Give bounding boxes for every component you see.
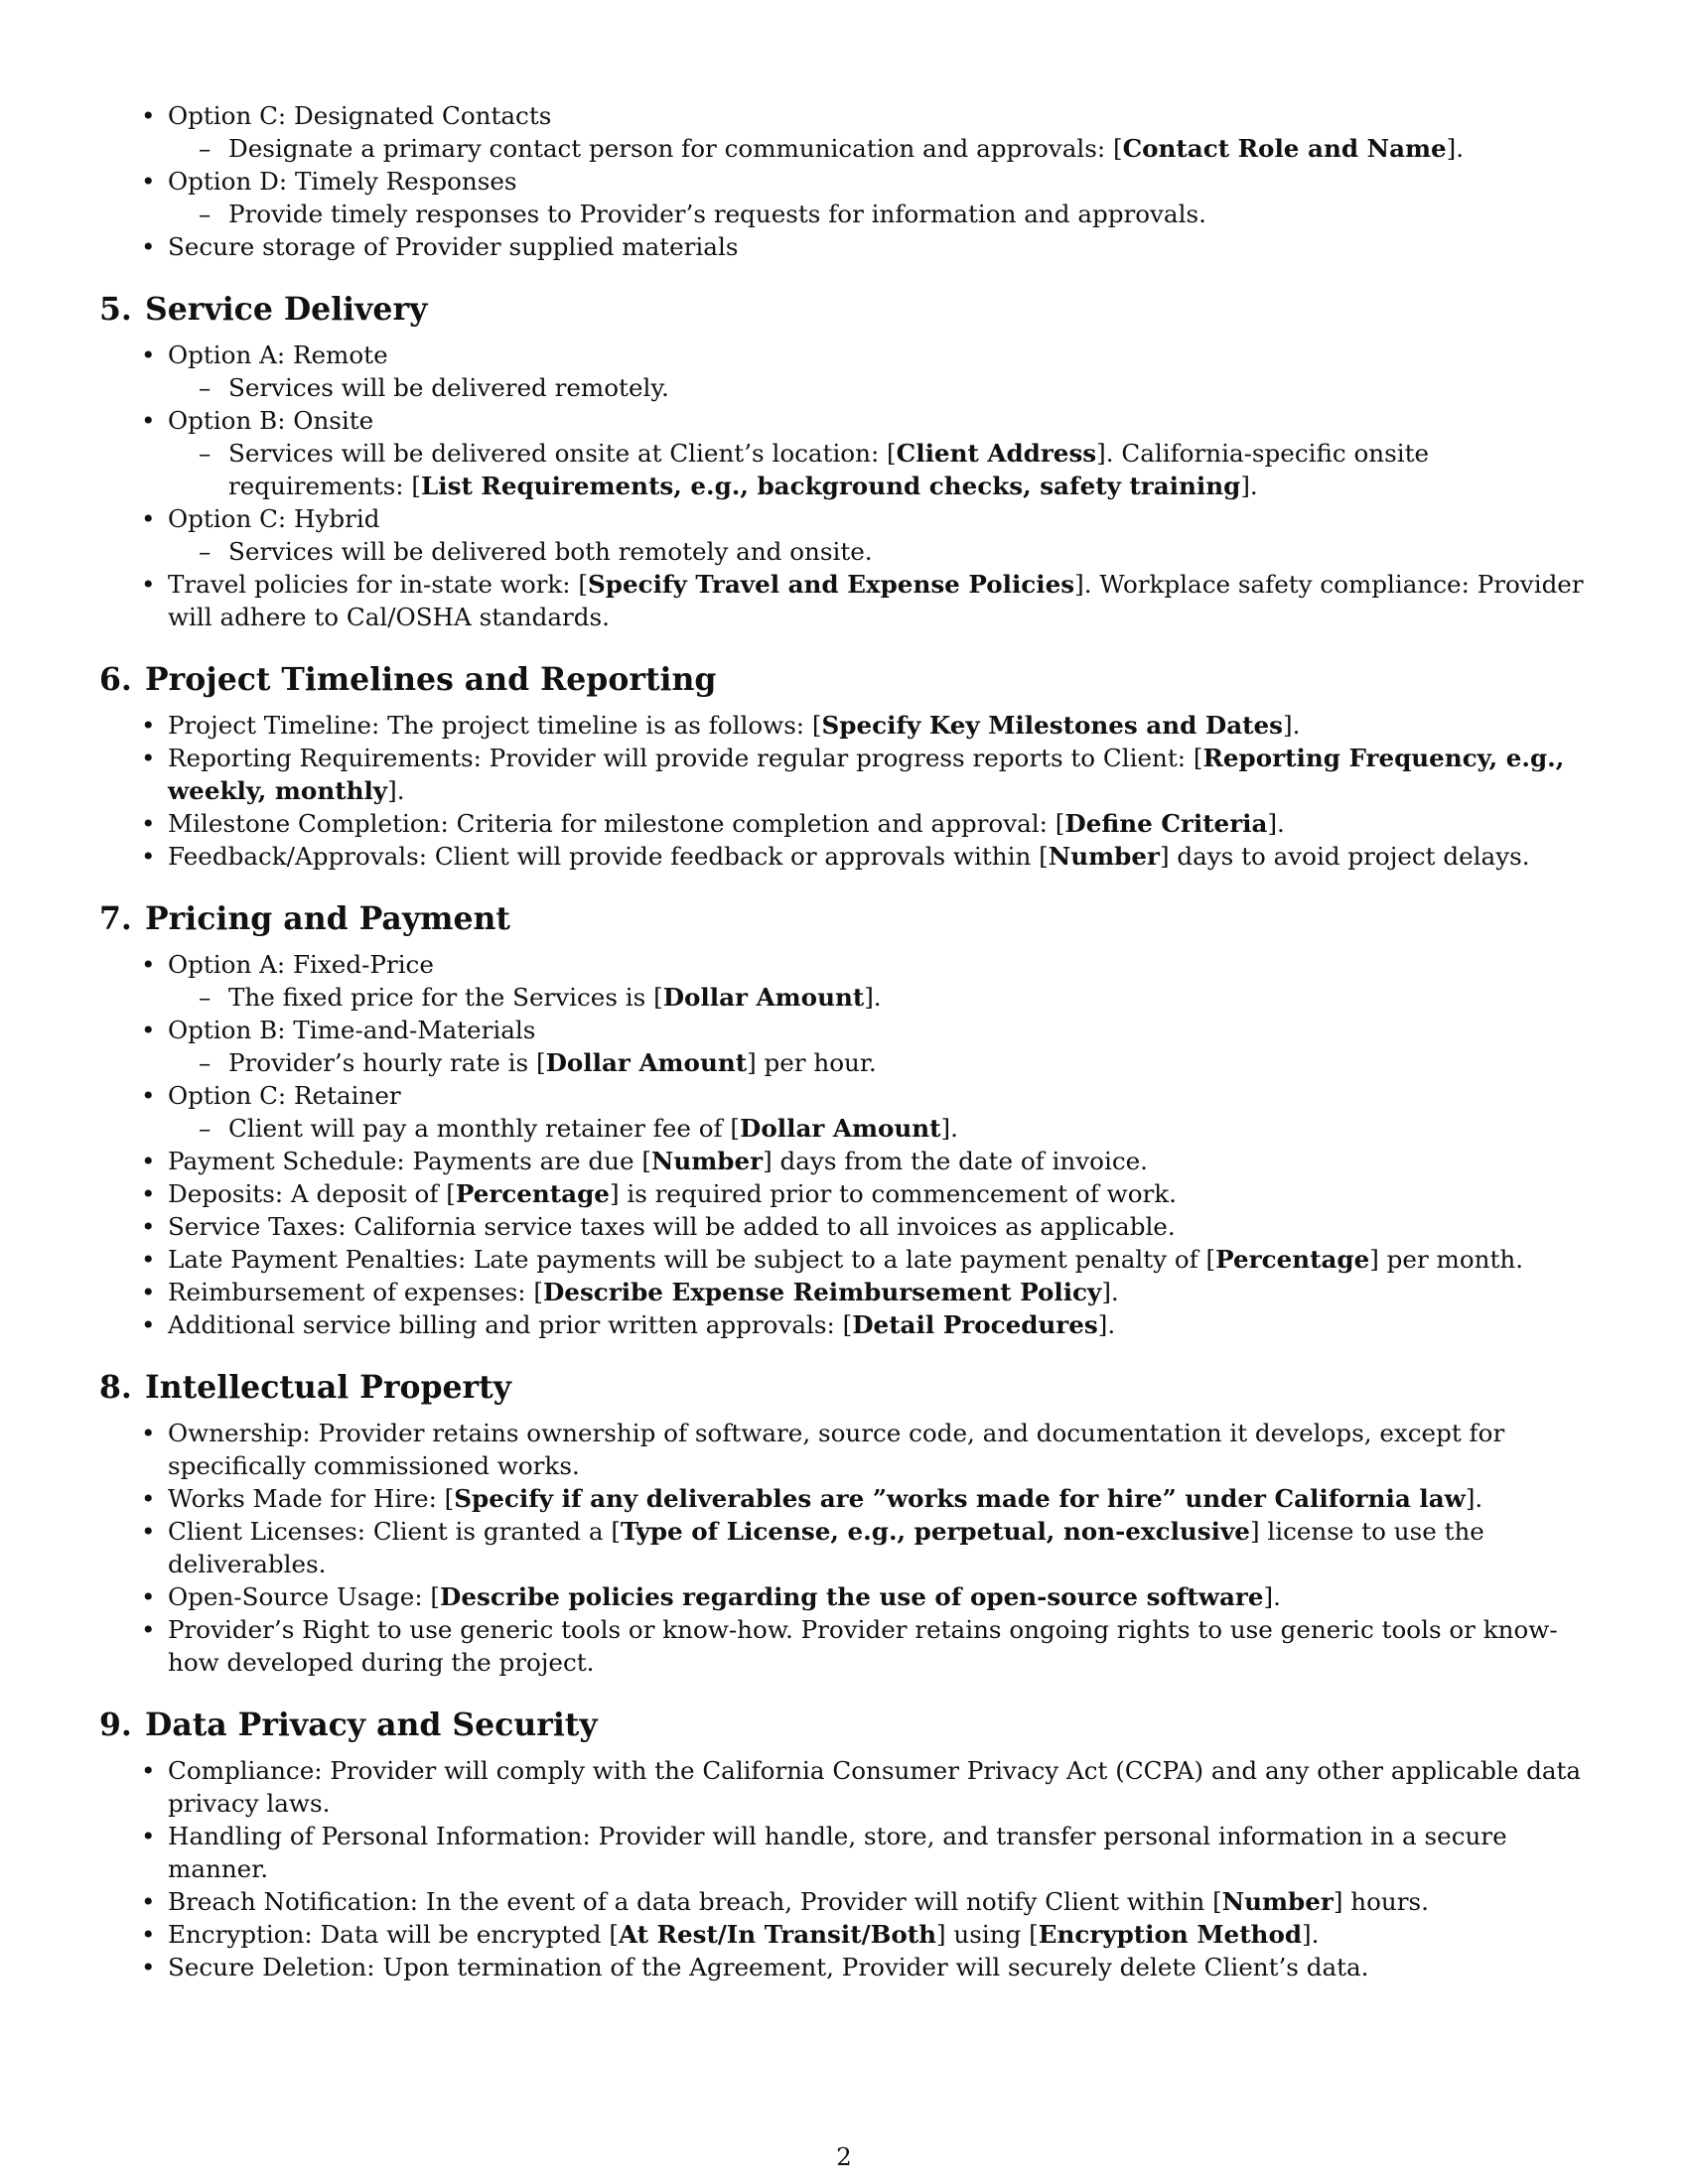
bullet-marker: • <box>141 1920 156 1949</box>
text-run: Additional service billing and prior written approvals: [ <box>168 1310 853 1339</box>
section-number: 6. <box>99 661 132 698</box>
text-run: Encryption: Data will be encrypted [ <box>168 1920 619 1949</box>
bullet-marker: • <box>141 1310 156 1339</box>
section-number: 8. <box>99 1369 132 1406</box>
placeholder-field: Specify Travel and Expense Policies <box>588 570 1075 599</box>
text-run: ] per month. <box>1369 1245 1524 1274</box>
dash-marker: – <box>199 200 211 228</box>
item-text <box>228 983 882 1012</box>
placeholder-field: Percentage <box>455 1179 610 1208</box>
text-run: Provider’s Right to use generic tools or know-how. Provider retains ongoing rights to use generic tools or know-how developed during the project. <box>168 1615 1558 1677</box>
sub-bullet-item <box>99 132 1589 165</box>
placeholder-field: Describe policies regarding the use of open-source software <box>440 1582 1264 1611</box>
sections-container <box>99 290 1589 1983</box>
text-run: ]. <box>1240 472 1258 500</box>
item-text <box>168 101 551 130</box>
bullet-marker: • <box>141 1179 156 1208</box>
text-run: Handling of Personal Information: Provider will handle, store, and transfer personal information in a secure manner. <box>168 1822 1507 1883</box>
item-text <box>168 1081 401 1110</box>
text-run: ]. <box>1302 1920 1320 1949</box>
bullet-marker: • <box>141 1212 156 1241</box>
bullet-item <box>99 1014 1589 1046</box>
bullet-marker: • <box>141 1953 156 1981</box>
text-run: ] days from the date of invoice. <box>763 1147 1148 1175</box>
section <box>99 1706 1589 1983</box>
text-run: Secure storage of Provider supplied materials <box>168 232 739 261</box>
bullet-marker: • <box>141 1081 156 1110</box>
text-run: Client Licenses: Client is granted a [ <box>168 1517 621 1546</box>
item-text <box>228 1048 877 1077</box>
bullet-marker: • <box>141 1278 156 1306</box>
text-run: ] hours. <box>1333 1887 1429 1916</box>
bullet-item <box>99 99 1589 132</box>
text-run: ] using [ <box>936 1920 1039 1949</box>
bullet-marker: • <box>141 842 156 871</box>
bullet-marker: • <box>141 167 156 196</box>
item-text <box>168 711 1300 740</box>
placeholder-field: Client Address <box>896 439 1097 468</box>
item-text <box>168 1615 1558 1677</box>
bullet-item <box>99 1482 1589 1515</box>
text-run: ]. <box>1263 1582 1281 1611</box>
item-text <box>168 744 1564 805</box>
text-run: ]. <box>1283 711 1301 740</box>
bullet-item <box>99 568 1589 633</box>
text-run: ]. <box>864 983 882 1012</box>
bullet-item <box>99 502 1589 535</box>
text-run: ]. <box>1097 1310 1116 1339</box>
text-run: Provide timely responses to Provider’s requests for information and approvals. <box>228 200 1206 228</box>
bullet-marker: • <box>141 232 156 261</box>
text-run: ]. <box>940 1114 958 1143</box>
sub-bullet-item <box>99 535 1589 568</box>
placeholder-field: Define Criteria <box>1064 809 1268 838</box>
intro-list <box>99 99 1589 263</box>
sub-bullet-item <box>99 437 1589 502</box>
bullet-marker: • <box>141 504 156 533</box>
item-text <box>168 1278 1119 1306</box>
text-run: Services will be delivered onsite at Client’s location: [ <box>228 439 897 468</box>
text-run: Services will be delivered both remotely and onsite. <box>228 537 873 566</box>
placeholder-field: Number <box>650 1147 764 1175</box>
sub-bullet-item <box>99 981 1589 1014</box>
item-text <box>228 439 1429 500</box>
text-run: ] is required prior to commencement of work. <box>609 1179 1177 1208</box>
bullet-marker: • <box>141 1582 156 1611</box>
item-text <box>168 167 517 196</box>
bullet-marker: • <box>141 341 156 369</box>
item-text <box>168 1484 1482 1513</box>
text-run: Option C: Designated Contacts <box>168 101 552 130</box>
bullet-item <box>99 1754 1589 1820</box>
item-text <box>168 1016 535 1044</box>
bullet-item <box>99 948 1589 981</box>
bullet-item <box>99 1951 1589 1983</box>
dash-marker: – <box>199 1048 211 1077</box>
section-heading <box>99 290 1589 330</box>
bullet-item <box>99 165 1589 198</box>
item-text <box>168 1582 1281 1611</box>
sub-bullet-item <box>99 1112 1589 1145</box>
text-run: ]. <box>1101 1278 1119 1306</box>
bullet-marker: • <box>141 1245 156 1274</box>
text-run: Designate a primary contact person for communication and approvals: [ <box>228 134 1123 163</box>
text-run: Secure Deletion: Upon termination of the Agreement, Provider will securely delete Client’s data. <box>168 1953 1369 1981</box>
item-text <box>168 1756 1581 1818</box>
sub-bullet-item <box>99 1046 1589 1079</box>
placeholder-field: At Rest/In Transit/Both <box>618 1920 936 1949</box>
item-text <box>168 341 388 369</box>
bullet-marker: • <box>141 1517 156 1546</box>
bullet-item <box>99 807 1589 840</box>
item-text <box>168 1920 1319 1949</box>
text-run: Services will be delivered remotely. <box>228 373 669 402</box>
text-run: Option B: Onsite <box>168 406 374 435</box>
text-run: Reimbursement of expenses: [ <box>168 1278 543 1306</box>
placeholder-field: Percentage <box>1215 1245 1370 1274</box>
bullet-marker: • <box>141 744 156 772</box>
text-run: Option A: Remote <box>168 341 388 369</box>
section-heading <box>99 899 1589 939</box>
item-text <box>168 1212 1176 1241</box>
item-text <box>168 1419 1504 1480</box>
bullet-item <box>99 1885 1589 1918</box>
section <box>99 899 1589 1341</box>
bullet-marker: • <box>141 1756 156 1785</box>
section-heading <box>99 1706 1589 1745</box>
placeholder-field: Reporting Frequency, e.g., weekly, monthly <box>168 744 1565 805</box>
bullet-item <box>99 1820 1589 1885</box>
item-text <box>168 1887 1429 1916</box>
bullet-item <box>99 709 1589 742</box>
bullet-marker: • <box>141 101 156 130</box>
placeholder-field: Type of License, e.g., perpetual, non-exclusive <box>620 1517 1250 1546</box>
text-run: The fixed price for the Services is [ <box>228 983 663 1012</box>
text-run: Option D: Timely Responses <box>168 167 517 196</box>
placeholder-field: Dollar Amount <box>740 1114 941 1143</box>
item-text <box>168 809 1285 838</box>
bullet-item <box>99 1177 1589 1210</box>
section-number: 9. <box>99 1706 132 1743</box>
dash-marker: – <box>199 134 211 163</box>
bullet-item <box>99 230 1589 263</box>
bullet-item <box>99 1417 1589 1482</box>
text-run: ]. <box>1446 134 1465 163</box>
bullet-item <box>99 1613 1589 1679</box>
bullet-marker: • <box>141 1016 156 1044</box>
item-text <box>168 842 1530 871</box>
section <box>99 1368 1589 1679</box>
placeholder-field: Describe Expense Reimbursement Policy <box>542 1278 1102 1306</box>
text-run: Provider’s hourly rate is [ <box>228 1048 546 1077</box>
bullet-marker: • <box>141 1887 156 1916</box>
bullet-item <box>99 742 1589 807</box>
text-run: Project Timeline: The project timeline is as follows: [ <box>168 711 822 740</box>
dash-marker: – <box>199 373 211 402</box>
text-run: Breach Notification: In the event of a data breach, Provider will notify Client within [ <box>168 1887 1222 1916</box>
item-text <box>168 950 434 979</box>
text-run: Open-Source Usage: [ <box>168 1582 441 1611</box>
item-text <box>168 570 1584 631</box>
item-text <box>228 373 669 402</box>
item-text <box>228 537 873 566</box>
text-run: Option C: Hybrid <box>168 504 380 533</box>
item-text <box>228 134 1464 163</box>
section-heading <box>99 1368 1589 1408</box>
item-text <box>228 1114 958 1143</box>
dash-marker: – <box>199 537 211 566</box>
text-run: Deposits: A deposit of [ <box>168 1179 456 1208</box>
page-number: 2 <box>836 2142 852 2171</box>
text-run: Travel policies for in-state work: [ <box>168 570 589 599</box>
bullet-marker: • <box>141 570 156 599</box>
section-title: Pricing and Payment <box>145 900 510 937</box>
bullet-item <box>99 1145 1589 1177</box>
placeholder-field: Number <box>1048 842 1160 871</box>
bullet-marker: • <box>141 1419 156 1447</box>
bullet-item <box>99 1918 1589 1951</box>
bullet-marker: • <box>141 1484 156 1513</box>
item-text <box>168 1245 1523 1274</box>
text-run: Option C: Retainer <box>168 1081 401 1110</box>
bullet-marker: • <box>141 406 156 435</box>
bullet-marker: • <box>141 950 156 979</box>
item-text <box>168 232 738 261</box>
text-run: Compliance: Provider will comply with the California Consumer Privacy Act (CCPA) and any other applicable data privacy laws. <box>168 1756 1582 1818</box>
item-text <box>168 1822 1507 1883</box>
placeholder-field: Dollar Amount <box>662 983 865 1012</box>
text-run: ]. <box>1267 809 1285 838</box>
item-text <box>168 406 373 435</box>
bullet-item <box>99 1079 1589 1112</box>
placeholder-field: Detail Procedures <box>852 1310 1098 1339</box>
text-run: Milestone Completion: Criteria for milestone completion and approval: [ <box>168 809 1065 838</box>
placeholder-field: Contact Role and Name <box>1122 134 1447 163</box>
text-run: Feedback/Approvals: Client will provide feedback or approvals within [ <box>168 842 1049 871</box>
section-title: Intellectual Property <box>145 1369 511 1406</box>
item-text <box>168 504 380 533</box>
text-run: ] days to avoid project delays. <box>1159 842 1530 871</box>
page-content <box>99 99 1589 1983</box>
placeholder-field: List Requirements, e.g., background checks, safety training <box>421 472 1241 500</box>
dash-marker: – <box>199 1114 211 1143</box>
bullet-item <box>99 1580 1589 1613</box>
item-text <box>228 200 1206 228</box>
placeholder-field: Dollar Amount <box>545 1048 748 1077</box>
text-run: Payment Schedule: Payments are due [ <box>168 1147 651 1175</box>
text-run: ] per hour. <box>747 1048 877 1077</box>
text-run: Late Payment Penalties: Late payments will be subject to a late payment penalty of [ <box>168 1245 1216 1274</box>
text-run: ] license to use the deliverables. <box>168 1517 1484 1578</box>
section <box>99 660 1589 873</box>
bullet-marker: • <box>141 1147 156 1175</box>
placeholder-field: Encryption Method <box>1038 1920 1303 1949</box>
bullet-marker: • <box>141 809 156 838</box>
item-text <box>168 1310 1115 1339</box>
text-run: ]. <box>387 776 405 805</box>
text-run: Client will pay a monthly retainer fee of [ <box>228 1114 741 1143</box>
bullet-item <box>99 339 1589 371</box>
text-run: ]. California-specific onsite requirements: [ <box>228 439 1430 500</box>
section-heading <box>99 660 1589 700</box>
item-text <box>168 1147 1148 1175</box>
text-run: Works Made for Hire: [ <box>168 1484 455 1513</box>
placeholder-field: Specify Key Milestones and Dates <box>821 711 1283 740</box>
bullet-item <box>99 1515 1589 1580</box>
text-run: Reporting Requirements: Provider will provide regular progress reports to Client: [ <box>168 744 1203 772</box>
placeholder-field: Specify if any deliverables are ”works made for hire” under California law <box>454 1484 1466 1513</box>
bullet-marker: • <box>141 711 156 740</box>
item-text <box>168 1953 1369 1981</box>
dash-marker: – <box>199 439 211 468</box>
section-title: Service Delivery <box>145 291 428 328</box>
section-number: 7. <box>99 900 132 937</box>
text-run: Service Taxes: California service taxes will be added to all invoices as applicable. <box>168 1212 1176 1241</box>
text-run: Option B: Time-and-Materials <box>168 1016 536 1044</box>
text-run: ]. Workplace safety compliance: Provider will adhere to Cal/OSHA standards. <box>168 570 1584 631</box>
section-title: Data Privacy and Security <box>145 1706 598 1743</box>
dash-marker: – <box>199 983 211 1012</box>
placeholder-field: Number <box>1221 1887 1334 1916</box>
item-text <box>168 1179 1177 1208</box>
section-number: 5. <box>99 291 132 328</box>
bullet-item <box>99 1243 1589 1276</box>
bullet-item <box>99 840 1589 873</box>
section-title: Project Timelines and Reporting <box>145 661 717 698</box>
section <box>99 290 1589 633</box>
bullet-item <box>99 404 1589 437</box>
text-run: Option A: Fixed-Price <box>168 950 434 979</box>
bullet-marker: • <box>141 1615 156 1644</box>
text-run: Ownership: Provider retains ownership of software, source code, and documentation it develops, except for specifically commissioned works. <box>168 1419 1505 1480</box>
text-run: ]. <box>1465 1484 1483 1513</box>
bullet-item <box>99 1308 1589 1341</box>
bullet-item <box>99 1210 1589 1243</box>
sub-bullet-item <box>99 198 1589 230</box>
bullet-item <box>99 1276 1589 1308</box>
item-text <box>168 1517 1484 1578</box>
bullet-marker: • <box>141 1822 156 1850</box>
sub-bullet-item <box>99 371 1589 404</box>
